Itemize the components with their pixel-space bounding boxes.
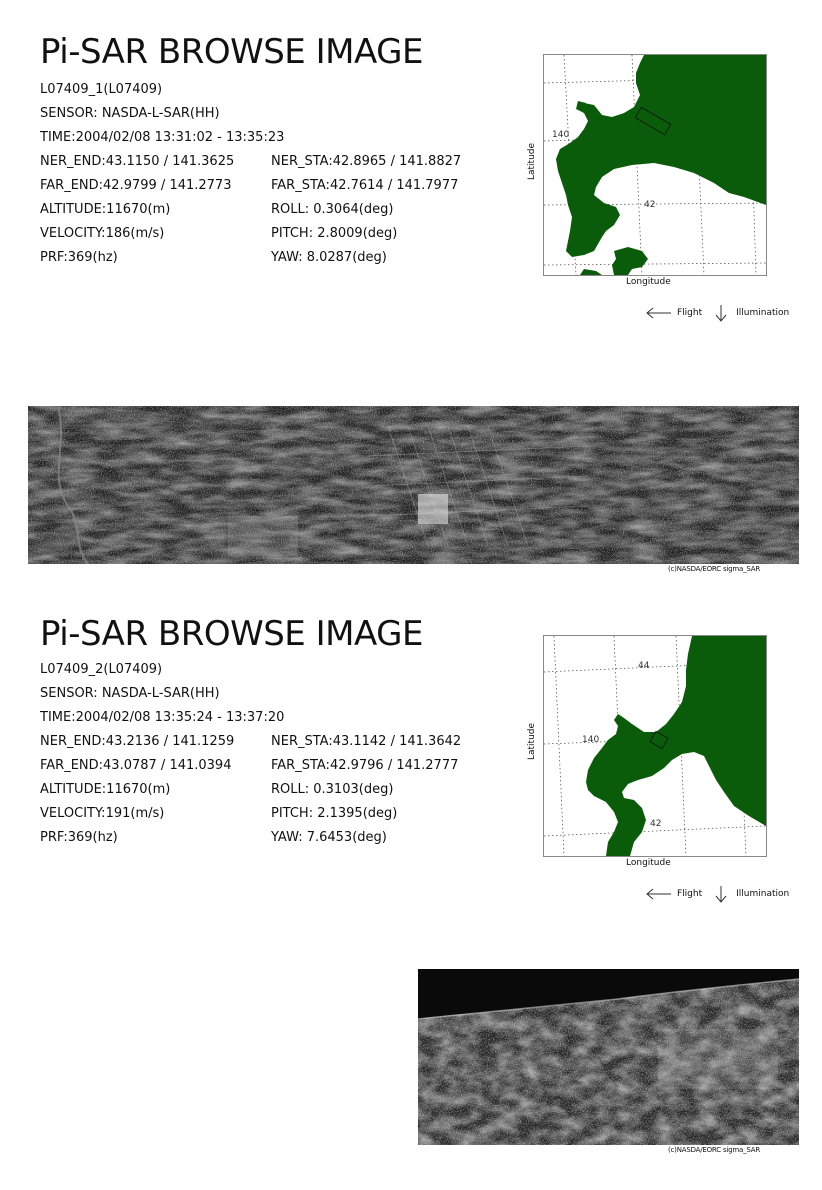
left-arrow-icon (645, 305, 673, 321)
map-ylabel: Latitude (527, 142, 537, 180)
prf: PRF:369(hz) (40, 830, 118, 845)
pitch: PITCH: 2.8009(deg) (271, 226, 398, 241)
far-sta: FAR_STA:42.7614 / 141.7977 (271, 178, 459, 193)
ner-end: NER_END:43.2136 / 141.1259 (40, 734, 235, 749)
direction-legend (645, 304, 789, 322)
flight-label: Flight (677, 889, 703, 899)
ner-row (40, 150, 462, 174)
grid-label-42: 42 (650, 819, 662, 829)
sensor-line: SENSOR: NASDA-L-SAR(HH) (40, 686, 220, 701)
ner-sta: NER_STA:42.8965 / 141.8827 (271, 154, 462, 169)
scene-id: L07409_1(L07409) (40, 82, 163, 97)
sar-texture (418, 969, 799, 1145)
illumination-label: Illumination (736, 308, 790, 318)
time-line: TIME:2004/02/08 13:31:02 - 13:35:23 (40, 130, 285, 145)
far-row (40, 174, 459, 198)
page-title: Pi-SAR BROWSE IMAGE (40, 32, 423, 72)
prf-row (40, 826, 387, 850)
location-map (543, 635, 767, 857)
time-line: TIME:2004/02/08 13:35:24 - 13:37:20 (40, 710, 285, 725)
altitude: ALTITUDE:11670(m) (40, 782, 171, 797)
grid-label-44: 44 (638, 661, 650, 671)
location-map (543, 54, 767, 276)
map-ylabel: Latitude (527, 722, 537, 760)
ner-row (40, 730, 462, 754)
page-title: Pi-SAR BROWSE IMAGE (40, 614, 423, 654)
far-end: FAR_END:42.9799 / 141.2773 (40, 178, 232, 193)
velocity-row (40, 222, 398, 246)
ner-sta: NER_STA:43.1142 / 141.3642 (271, 734, 462, 749)
left-arrow-icon (645, 886, 673, 902)
metadata-block (40, 658, 462, 850)
sensor-line: SENSOR: NASDA-L-SAR(HH) (40, 106, 220, 121)
roll: ROLL: 0.3064(deg) (271, 202, 394, 217)
grid-label-140: 140 (582, 735, 600, 745)
down-arrow-icon (712, 885, 730, 903)
map-graphic (544, 636, 766, 856)
grid-label-140: 140 (552, 130, 570, 140)
velocity-row (40, 802, 398, 826)
yaw: YAW: 8.0287(deg) (271, 250, 387, 265)
down-arrow-icon (712, 304, 730, 322)
yaw: YAW: 7.6453(deg) (271, 830, 387, 845)
velocity: VELOCITY:186(m/s) (40, 226, 165, 241)
altitude-row (40, 198, 394, 222)
illumination-label: Illumination (736, 889, 790, 899)
far-row (40, 754, 459, 778)
browse-section-1 (0, 0, 822, 590)
altitude-row (40, 778, 394, 802)
map-xlabel: Longitude (626, 277, 671, 287)
browse-section-2 (0, 590, 822, 1190)
credit-text: (c)NASDA/EORC sigma_SAR (668, 1146, 761, 1154)
grid-label-42: 42 (644, 200, 656, 210)
roll: ROLL: 0.3103(deg) (271, 782, 394, 797)
sar-image (418, 969, 799, 1145)
prf-row (40, 246, 387, 270)
map-graphic (544, 55, 766, 275)
sar-texture (28, 406, 799, 564)
pitch: PITCH: 2.1395(deg) (271, 806, 398, 821)
direction-legend (645, 885, 789, 903)
ner-end: NER_END:43.1150 / 141.3625 (40, 154, 235, 169)
sar-image (28, 406, 799, 564)
metadata-block (40, 78, 462, 270)
scene-id: L07409_2(L07409) (40, 662, 163, 677)
far-end: FAR_END:43.0787 / 141.0394 (40, 758, 232, 773)
far-sta: FAR_STA:42.9796 / 141.2777 (271, 758, 459, 773)
land-mass (556, 55, 766, 257)
velocity: VELOCITY:191(m/s) (40, 806, 165, 821)
altitude: ALTITUDE:11670(m) (40, 202, 171, 217)
prf: PRF:369(hz) (40, 250, 118, 265)
flight-label: Flight (677, 308, 703, 318)
credit-text: (c)NASDA/EORC sigma_SAR (668, 565, 761, 573)
map-xlabel: Longitude (626, 858, 671, 868)
